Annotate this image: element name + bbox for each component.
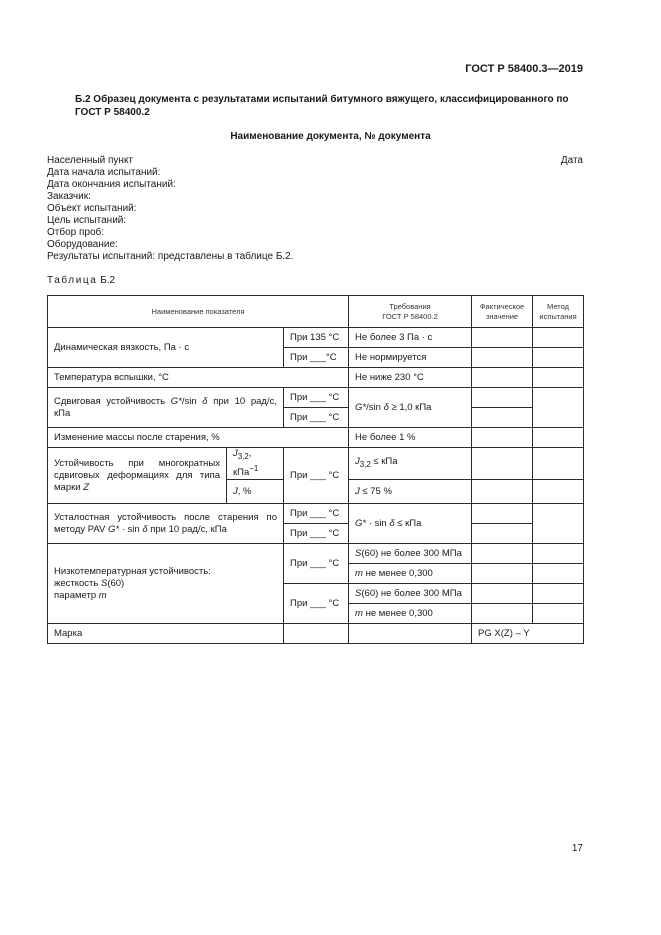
viscosity-condition-1: При 135 °С	[284, 328, 349, 348]
method-cell	[533, 428, 584, 448]
actual-cell	[472, 544, 533, 564]
low-temp-condition-2: При ___ °С	[284, 584, 349, 624]
table-row	[48, 328, 584, 348]
header-test-method: Метод испытания	[533, 296, 584, 328]
actual-cell	[472, 428, 533, 448]
method-cell	[533, 564, 584, 584]
fatigue-name: Усталостная устойчивость после старения по методу PAV G* · sin δ при 10 рад/с, кПа	[48, 504, 284, 544]
table-row	[48, 504, 584, 524]
actual-cell	[472, 524, 533, 544]
actual-cell	[472, 604, 533, 624]
table-row	[48, 544, 584, 564]
actual-cell	[472, 564, 533, 584]
field-results: Результаты испытаний: представлены в таблице Б.2.	[47, 251, 294, 262]
actual-cell	[472, 348, 533, 368]
shear-condition-2: При ___ °С	[284, 408, 349, 428]
m-parameter-requirement-1: m не менее 0,300	[349, 564, 472, 584]
field-test-object: Объект испытаний:	[47, 203, 137, 214]
grade-requirement-cell	[349, 624, 472, 644]
shear-condition-1: При ___ °С	[284, 388, 349, 408]
page-number: 17	[571, 843, 583, 854]
method-cell	[533, 348, 584, 368]
viscosity-requirement-2: Не нормируется	[349, 348, 472, 368]
field-start-date: Дата начала испытаний:	[47, 167, 161, 178]
method-cell	[533, 448, 584, 480]
flash-point-requirement: Не ниже 230 °С	[349, 368, 472, 388]
field-sampling: Отбор проб:	[47, 227, 105, 238]
mass-change-requirement: Не более 1 %	[349, 428, 472, 448]
table-row	[48, 624, 584, 644]
viscosity-name: Динамическая вязкость, Па · с	[48, 328, 284, 368]
table-row	[48, 368, 584, 388]
field-locality: Населенный пункт	[47, 155, 134, 166]
low-temp-condition-1: При ___ °С	[284, 544, 349, 584]
fatigue-requirement: G* · sin δ ≤ кПа	[349, 504, 472, 544]
method-cell	[533, 584, 584, 604]
field-end-date: Дата окончания испытаний:	[47, 179, 176, 190]
method-cell	[533, 544, 584, 564]
actual-cell	[472, 368, 533, 388]
grade-name: Марка	[48, 624, 284, 644]
stiffness-requirement-2: S(60) не более 300 МПа	[349, 584, 472, 604]
shear-requirement: G*/sin δ ≥ 1,0 кПа	[349, 388, 472, 428]
mscr-condition: При ___ °С	[284, 448, 349, 504]
header-actual-value: Фактическое значение	[472, 296, 533, 328]
method-cell	[533, 480, 584, 504]
table-row	[48, 448, 584, 480]
stiffness-requirement-1: S(60) не более 300 МПа	[349, 544, 472, 564]
standard-number: ГОСТ Р 58400.3—2019	[465, 63, 583, 75]
shear-stability-name: Сдвиговая устойчивость G*/sin δ при 10 рад/с, кПа	[48, 388, 284, 428]
mscr-requirement-1: $J_{3,2}$ ≤ кПа	[349, 448, 472, 480]
header-requirements: Требования ГОСТ Р 58400.2	[349, 296, 472, 328]
mscr-parameter-2: J, %	[227, 480, 284, 504]
field-test-purpose: Цель испытаний:	[47, 215, 127, 226]
method-cell	[533, 604, 584, 624]
mass-change-name: Изменение массы после старения, %	[48, 428, 349, 448]
date-label: Дата	[560, 155, 583, 166]
mscr-requirement-2: J ≤ 75 %	[349, 480, 472, 504]
field-customer: Заказчик:	[47, 191, 91, 202]
field-equipment: Оборудование:	[47, 239, 118, 250]
grade-value: PG X(Z) – Y	[472, 624, 584, 644]
actual-cell	[472, 388, 533, 408]
section-title: Б.2 Образец документа с результатами испытаний битумного вяжущего, классифицированного по ГОСТ Р 58400.2	[75, 94, 569, 118]
table-header-row	[48, 296, 584, 328]
method-cell	[533, 328, 584, 348]
mscr-parameter-1: $J_{3,2}$, кПа$^{-1}$	[227, 448, 284, 480]
actual-cell	[472, 448, 533, 480]
results-table	[47, 295, 584, 644]
grade-condition-cell	[284, 624, 349, 644]
m-parameter-requirement-2: m не менее 0,300	[349, 604, 472, 624]
actual-cell	[472, 480, 533, 504]
actual-cell	[472, 408, 533, 428]
actual-cell	[472, 584, 533, 604]
table-caption: Таблица Б.2	[47, 275, 116, 286]
fatigue-condition-1: При ___ °С	[284, 504, 349, 524]
document-title: Наименование документа, № документа	[230, 131, 431, 142]
low-temp-name: Низкотемпературная устойчивость: жесткость S(60) параметр m	[48, 544, 284, 624]
method-cell	[533, 504, 584, 544]
viscosity-requirement-1: Не более 3 Па · с	[349, 328, 472, 348]
fatigue-condition-2: При ___ °С	[284, 524, 349, 544]
method-cell	[533, 368, 584, 388]
viscosity-condition-2: При ___°С	[284, 348, 349, 368]
mscr-name: Устойчивость при многократных сдвиговых деформациях для типа марки Z	[48, 448, 227, 504]
header-indicator-name: Наименование показателя	[48, 296, 349, 328]
table-row	[48, 428, 584, 448]
method-cell	[533, 388, 584, 428]
actual-cell	[472, 328, 533, 348]
flash-point-name: Температура вспышки, °С	[48, 368, 349, 388]
table-row	[48, 388, 584, 408]
actual-cell	[472, 504, 533, 524]
